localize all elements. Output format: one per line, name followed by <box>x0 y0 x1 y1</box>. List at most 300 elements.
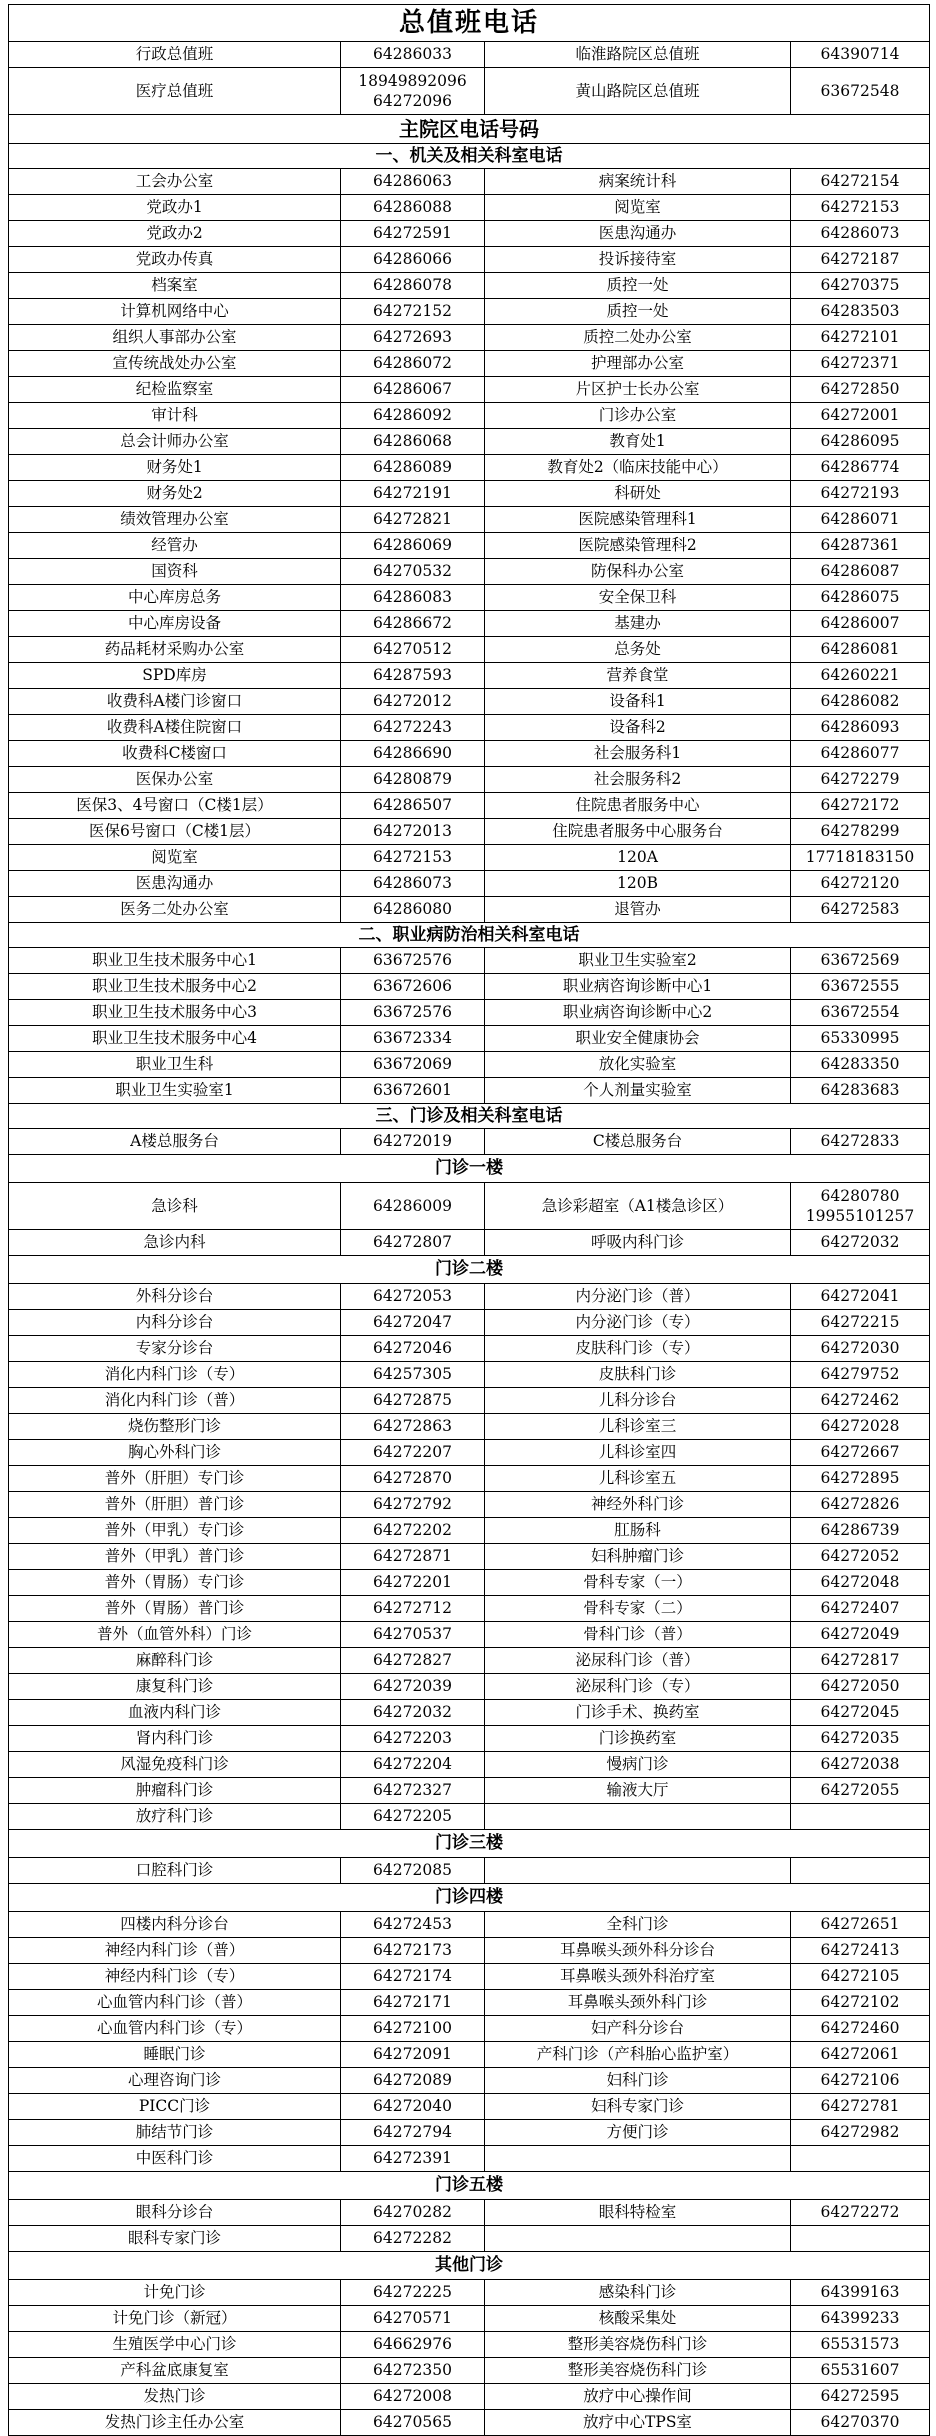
phone-number: 64286077 <box>791 741 930 767</box>
phone-number: 64272794 <box>341 2120 485 2146</box>
table-row <box>9 1990 930 2016</box>
department-name: 个人剂量实验室 <box>485 1078 791 1104</box>
phone-number: 64272460 <box>791 2016 930 2042</box>
phone-number: 64272061 <box>791 2042 930 2068</box>
phone-number: 64272106 <box>791 2068 930 2094</box>
department-name: 医保3、4号窗口（C楼1层） <box>9 793 341 819</box>
phone-number: 64272875 <box>341 1388 485 1414</box>
phone-number: 64272173 <box>341 1938 485 1964</box>
department-name: 科研处 <box>485 481 791 507</box>
floor-title: 门诊五楼 <box>9 2172 930 2200</box>
department-name: 骨科专家（一） <box>485 1570 791 1596</box>
phone-number: 64272105 <box>791 1964 930 1990</box>
phone-line: 64280780 <box>820 1187 900 1205</box>
department-name: 消化内科门诊（普） <box>9 1388 341 1414</box>
department-name: 骨科专家（二） <box>485 1596 791 1622</box>
department-name: 设备科1 <box>485 689 791 715</box>
floor-title: 门诊四楼 <box>9 1884 930 1912</box>
table-row <box>9 2200 930 2226</box>
table-row <box>9 533 930 559</box>
table-row <box>9 221 930 247</box>
department-name: 120B <box>485 871 791 897</box>
department-name: 耳鼻喉头颈外科门诊 <box>485 1990 791 2016</box>
phone-number: 64272038 <box>791 1752 930 1778</box>
phone-number: 64272041 <box>791 1284 930 1310</box>
department-name: 阅览室 <box>9 845 341 871</box>
table-row <box>9 1440 930 1466</box>
department-name: 医务二处办公室 <box>9 897 341 923</box>
department-name: 120A <box>485 845 791 871</box>
phone-number: 64272833 <box>791 1129 930 1155</box>
department-name <box>485 1804 791 1830</box>
department-name: 呼吸内科门诊 <box>485 1230 791 1256</box>
department-name: 输液大厅 <box>485 1778 791 1804</box>
department-name: 党政办2 <box>9 221 341 247</box>
department-name: 血液内科门诊 <box>9 1700 341 1726</box>
phone-number: 64272019 <box>341 1129 485 1155</box>
phone-number: 64270282 <box>341 2200 485 2226</box>
department-name: 放疗科门诊 <box>9 1804 341 1830</box>
table-row <box>9 2042 930 2068</box>
phone-number <box>791 2226 930 2252</box>
department-name: 发热门诊主任办公室 <box>9 2410 341 2436</box>
phone-number: 64272091 <box>341 2042 485 2068</box>
department-name: 核酸采集处 <box>485 2306 791 2332</box>
table-row <box>9 1938 930 1964</box>
department-name: C楼总服务台 <box>485 1129 791 1155</box>
phone-number: 64272792 <box>341 1492 485 1518</box>
table-row <box>9 845 930 871</box>
phone-number: 64286072 <box>341 351 485 377</box>
department-name: 安全保卫科 <box>485 585 791 611</box>
department-name: 财务处2 <box>9 481 341 507</box>
phone-number: 64662976 <box>341 2332 485 2358</box>
department-name: 审计科 <box>9 403 341 429</box>
department-name: 职业安全健康协会 <box>485 1026 791 1052</box>
department-name: 质控一处 <box>485 273 791 299</box>
phone-number: 64272012 <box>341 689 485 715</box>
floor-title: 门诊二楼 <box>9 1256 930 1284</box>
department-name: 教育处2（临床技能中心） <box>485 455 791 481</box>
phone-number: 64272895 <box>791 1466 930 1492</box>
department-name: 胸心外科门诊 <box>9 1440 341 1466</box>
department-name: 住院患者服务中心 <box>485 793 791 819</box>
department-name: 产科盆底康复室 <box>9 2358 341 2384</box>
floor-title: 其他门诊 <box>9 2252 930 2280</box>
table-row <box>9 2016 930 2042</box>
table-row <box>9 1804 930 1830</box>
phone-number: 64272807 <box>341 1230 485 1256</box>
department-name: 急诊内科 <box>9 1230 341 1256</box>
section-header-row <box>9 1155 930 1183</box>
department-name: 放化实验室 <box>485 1052 791 1078</box>
department-name: 心血管内科门诊（普） <box>9 1990 341 2016</box>
phone-number: 65531607 <box>791 2358 930 2384</box>
phone-number: 64270375 <box>791 273 930 299</box>
phone-number: 64272085 <box>341 1858 485 1884</box>
table-row <box>9 1388 930 1414</box>
duty-row <box>9 42 930 68</box>
phone-number: 64286073 <box>791 221 930 247</box>
table-row <box>9 1336 930 1362</box>
department-name: 设备科2 <box>485 715 791 741</box>
table-row <box>9 1310 930 1336</box>
phone-number: 64272243 <box>341 715 485 741</box>
department-name: 神经内科门诊（普） <box>9 1938 341 1964</box>
phone-number: 64286063 <box>341 169 485 195</box>
phone-number: 64272391 <box>341 2146 485 2172</box>
campus-title-row <box>9 115 930 144</box>
phone-number: 64272171 <box>341 1990 485 2016</box>
department-name: 职业病咨询诊断中心2 <box>485 1000 791 1026</box>
department-name: 产科门诊（产科胎心监护室） <box>485 2042 791 2068</box>
phone-number: 64272102 <box>791 1990 930 2016</box>
phone-number: 63672554 <box>791 1000 930 1026</box>
phone-number: 64272583 <box>791 897 930 923</box>
department-name: 绩效管理办公室 <box>9 507 341 533</box>
phone-number: 65330995 <box>791 1026 930 1052</box>
table-row <box>9 1284 930 1310</box>
table-row <box>9 2120 930 2146</box>
phone-number: 64272827 <box>341 1648 485 1674</box>
table-row <box>9 2094 930 2120</box>
phone-number: 64272712 <box>341 1596 485 1622</box>
department-name: 职业卫生实验室2 <box>485 948 791 974</box>
phone-number: 64286774 <box>791 455 930 481</box>
phone-number: 64272154 <box>791 169 930 195</box>
department-name: 普外（肝胆）普门诊 <box>9 1492 341 1518</box>
phone-number: 64272350 <box>341 2358 485 2384</box>
duty-name: 临淮路院区总值班 <box>485 42 791 68</box>
table-row <box>9 585 930 611</box>
department-name: 心理咨询门诊 <box>9 2068 341 2094</box>
department-name: 投诉接待室 <box>485 247 791 273</box>
department-name: 风湿免疫科门诊 <box>9 1752 341 1778</box>
phone-number: 64270512 <box>341 637 485 663</box>
department-name: 急诊科 <box>9 1183 341 1230</box>
department-name: 口腔科门诊 <box>9 1858 341 1884</box>
phone-number: 64272982 <box>791 2120 930 2146</box>
table-row <box>9 948 930 974</box>
phone-number: 63672334 <box>341 1026 485 1052</box>
table-row <box>9 481 930 507</box>
department-name: 国资科 <box>9 559 341 585</box>
department-name: 普外（胃肠）专门诊 <box>9 1570 341 1596</box>
department-name: 门诊办公室 <box>485 403 791 429</box>
phone-number: 64272028 <box>791 1414 930 1440</box>
department-name: 放疗中心操作间 <box>485 2384 791 2410</box>
table-row <box>9 767 930 793</box>
department-name: 神经内科门诊（专） <box>9 1964 341 1990</box>
department-name: 退管办 <box>485 897 791 923</box>
department-name: 儿科诊室三 <box>485 1414 791 1440</box>
table-row <box>9 1230 930 1256</box>
table-row <box>9 2068 930 2094</box>
phone-number: 63672606 <box>341 974 485 1000</box>
phone-number: 64272203 <box>341 1726 485 1752</box>
table-row <box>9 1129 930 1155</box>
phone-number: 64286507 <box>341 793 485 819</box>
department-name: 发热门诊 <box>9 2384 341 2410</box>
phone-number: 64272055 <box>791 1778 930 1804</box>
department-name: 收费科A楼门诊窗口 <box>9 689 341 715</box>
phone-number: 64283350 <box>791 1052 930 1078</box>
section-title: 三、门诊及相关科室电话 <box>9 1104 930 1129</box>
table-row <box>9 2146 930 2172</box>
department-name: 感染科门诊 <box>485 2280 791 2306</box>
phone-number: 63672069 <box>341 1052 485 1078</box>
department-name: 片区护士长办公室 <box>485 377 791 403</box>
section-header-row <box>9 144 930 169</box>
phone-number: 17718183150 <box>791 845 930 871</box>
department-name: 内分泌门诊（专） <box>485 1310 791 1336</box>
phone-number: 64286078 <box>341 273 485 299</box>
phone-number: 64272205 <box>341 1804 485 1830</box>
department-name: SPD库房 <box>9 663 341 689</box>
phone-number: 64272035 <box>791 1726 930 1752</box>
department-name: 妇产科分诊台 <box>485 2016 791 2042</box>
phone-number: 64286066 <box>341 247 485 273</box>
phone-number: 64272193 <box>791 481 930 507</box>
department-name: 医院感染管理科2 <box>485 533 791 559</box>
table-row <box>9 611 930 637</box>
phone-number: 64287361 <box>791 533 930 559</box>
phone-number: 64286089 <box>341 455 485 481</box>
phone-number: 64272001 <box>791 403 930 429</box>
table-row <box>9 2410 930 2436</box>
phone-number: 64260221 <box>791 663 930 689</box>
table-row <box>9 2280 930 2306</box>
phone-number: 64286088 <box>341 195 485 221</box>
section-header-row <box>9 923 930 948</box>
phone-number: 64272046 <box>341 1336 485 1362</box>
table-row <box>9 403 930 429</box>
department-name: 基建办 <box>485 611 791 637</box>
phone-number: 64286009 <box>341 1183 485 1230</box>
phone-number: 64272407 <box>791 1596 930 1622</box>
section-title: 二、职业病防治相关科室电话 <box>9 923 930 948</box>
phone-number: 64272030 <box>791 1336 930 1362</box>
table-row <box>9 741 930 767</box>
department-name: 普外（胃肠）普门诊 <box>9 1596 341 1622</box>
phone-number: 64272225 <box>341 2280 485 2306</box>
table-row <box>9 1752 930 1778</box>
phone-number: 64272201 <box>341 1570 485 1596</box>
floor-title: 门诊一楼 <box>9 1155 930 1183</box>
section-header-row <box>9 1104 930 1129</box>
phone-number: 64272153 <box>791 195 930 221</box>
phone-number: 64270565 <box>341 2410 485 2436</box>
department-name: 党政办传真 <box>9 247 341 273</box>
phone-number: 64272202 <box>341 1518 485 1544</box>
table-row <box>9 1466 930 1492</box>
phone-number: 64279752 <box>791 1362 930 1388</box>
phone-number: 64272413 <box>791 1938 930 1964</box>
section-title: 一、机关及相关科室电话 <box>9 144 930 169</box>
table-row <box>9 247 930 273</box>
table-row <box>9 2306 930 2332</box>
department-name: 纪检监察室 <box>9 377 341 403</box>
phone-number: 64286095 <box>791 429 930 455</box>
phone-number: 64286672 <box>341 611 485 637</box>
department-name: 教育处1 <box>485 429 791 455</box>
department-name: 医患沟通办 <box>485 221 791 247</box>
phone-number: 64286073 <box>341 871 485 897</box>
department-name: 儿科分诊台 <box>485 1388 791 1414</box>
department-name: 职业卫生科 <box>9 1052 341 1078</box>
department-name: 总会计师办公室 <box>9 429 341 455</box>
department-name: 慢病门诊 <box>485 1752 791 1778</box>
department-name: 四楼内科分诊台 <box>9 1912 341 1938</box>
department-name: 外科分诊台 <box>9 1284 341 1310</box>
phone-number: 64272371 <box>791 351 930 377</box>
table-row <box>9 793 930 819</box>
phone-number: 63672569 <box>791 948 930 974</box>
table-row <box>9 1858 930 1884</box>
department-name: 妇科专家门诊 <box>485 2094 791 2120</box>
department-name: 质控一处 <box>485 299 791 325</box>
department-name: 放疗中心TPS室 <box>485 2410 791 2436</box>
phone-number: 64272207 <box>341 1440 485 1466</box>
duty-name: 黄山路院区总值班 <box>485 68 791 115</box>
phone-number: 64272008 <box>341 2384 485 2410</box>
department-name: 防保科办公室 <box>485 559 791 585</box>
phone-number: 64286080 <box>341 897 485 923</box>
phone-number: 64272821 <box>341 507 485 533</box>
department-name: 普外（甲乳）普门诊 <box>9 1544 341 1570</box>
phone-number: 64286068 <box>341 429 485 455</box>
department-name: 骨科门诊（普） <box>485 1622 791 1648</box>
table-row <box>9 351 930 377</box>
phone-number: 64399233 <box>791 2306 930 2332</box>
table-row <box>9 273 930 299</box>
phone-number: 64272204 <box>341 1752 485 1778</box>
table-row <box>9 1778 930 1804</box>
title-row <box>9 5 930 42</box>
phone-line: 19955101257 <box>805 1207 915 1225</box>
department-name: 全科门诊 <box>485 1912 791 1938</box>
section-header-row <box>9 1884 930 1912</box>
directory-table <box>8 4 930 2436</box>
department-name: 妇科肿瘤门诊 <box>485 1544 791 1570</box>
phone-number: 64270370 <box>791 2410 930 2436</box>
department-name: 中医科门诊 <box>9 2146 341 2172</box>
phone-number: 64283683 <box>791 1078 930 1104</box>
department-name: 护理部办公室 <box>485 351 791 377</box>
table-row <box>9 455 930 481</box>
phone-number: 64286690 <box>341 741 485 767</box>
table-row <box>9 377 930 403</box>
phone-number: 64272047 <box>341 1310 485 1336</box>
duty-name: 医疗总值班 <box>9 68 341 115</box>
department-name: 职业病咨询诊断中心1 <box>485 974 791 1000</box>
phone-number: 64272050 <box>791 1674 930 1700</box>
phone-number: 64272174 <box>341 1964 485 1990</box>
department-name: 内分泌门诊（普） <box>485 1284 791 1310</box>
department-name: 妇科门诊 <box>485 2068 791 2094</box>
phone-number: 64272120 <box>791 871 930 897</box>
department-name: 神经外科门诊 <box>485 1492 791 1518</box>
phone-number: 64272172 <box>791 793 930 819</box>
department-name: 经管办 <box>9 533 341 559</box>
phone-number: 64272863 <box>341 1414 485 1440</box>
duty-phone-line: 64272096 <box>373 92 452 110</box>
department-name: 肛肠科 <box>485 1518 791 1544</box>
department-name: 计免门诊 <box>9 2280 341 2306</box>
department-name: 皮肤科门诊 <box>485 1362 791 1388</box>
table-row <box>9 1964 930 1990</box>
department-name: 医保办公室 <box>9 767 341 793</box>
floor-title: 门诊三楼 <box>9 1830 930 1858</box>
table-row <box>9 974 930 1000</box>
table-row <box>9 1362 930 1388</box>
department-name: 计免门诊（新冠） <box>9 2306 341 2332</box>
table-row <box>9 1726 930 1752</box>
department-name: 生殖医学中心门诊 <box>9 2332 341 2358</box>
department-name: A楼总服务台 <box>9 1129 341 1155</box>
phone-number: 64270571 <box>341 2306 485 2332</box>
table-row <box>9 1183 930 1230</box>
table-row <box>9 689 930 715</box>
phone-number: 64286087 <box>791 559 930 585</box>
phone-number: 64272187 <box>791 247 930 273</box>
duty-row <box>9 68 930 115</box>
department-name: 泌尿科门诊（普） <box>485 1648 791 1674</box>
duty-phone <box>341 68 485 115</box>
department-name: 社会服务科1 <box>485 741 791 767</box>
phone-directory <box>8 4 929 2436</box>
phone-number: 63672601 <box>341 1078 485 1104</box>
department-name: 门诊换药室 <box>485 1726 791 1752</box>
department-name: 眼科专家门诊 <box>9 2226 341 2252</box>
phone-number: 64272817 <box>791 1648 930 1674</box>
phone-number: 64272272 <box>791 2200 930 2226</box>
table-row <box>9 1622 930 1648</box>
phone-number: 64272100 <box>341 2016 485 2042</box>
phone-number: 64272053 <box>341 1284 485 1310</box>
table-row <box>9 897 930 923</box>
phone-number: 64286007 <box>791 611 930 637</box>
phone-number: 65531573 <box>791 2332 930 2358</box>
phone-number: 64272693 <box>341 325 485 351</box>
department-name: 宣传统战处办公室 <box>9 351 341 377</box>
table-row <box>9 1000 930 1026</box>
campus-title: 主院区电话号码 <box>9 115 930 144</box>
phone-number <box>791 1183 930 1230</box>
table-row <box>9 2358 930 2384</box>
department-name: 医患沟通办 <box>9 871 341 897</box>
phone-number <box>791 2146 930 2172</box>
phone-number: 64272651 <box>791 1912 930 1938</box>
phone-number <box>791 1804 930 1830</box>
department-name: 整形美容烧伤科门诊 <box>485 2332 791 2358</box>
department-name: 中心库房总务 <box>9 585 341 611</box>
phone-number: 64272215 <box>791 1310 930 1336</box>
phone-number: 64272826 <box>791 1492 930 1518</box>
department-name: 耳鼻喉头颈外科分诊台 <box>485 1938 791 1964</box>
department-name: 职业卫生技术服务中心1 <box>9 948 341 974</box>
department-name <box>485 2226 791 2252</box>
department-name: 整形美容烧伤科门诊 <box>485 2358 791 2384</box>
phone-number: 64272032 <box>791 1230 930 1256</box>
phone-number: 64272591 <box>341 221 485 247</box>
department-name: 社会服务科2 <box>485 767 791 793</box>
duty-phone: 64390714 <box>791 42 930 68</box>
phone-number: 64286739 <box>791 1518 930 1544</box>
department-name: 耳鼻喉头颈外科治疗室 <box>485 1964 791 1990</box>
phone-number: 64257305 <box>341 1362 485 1388</box>
table-row <box>9 299 930 325</box>
